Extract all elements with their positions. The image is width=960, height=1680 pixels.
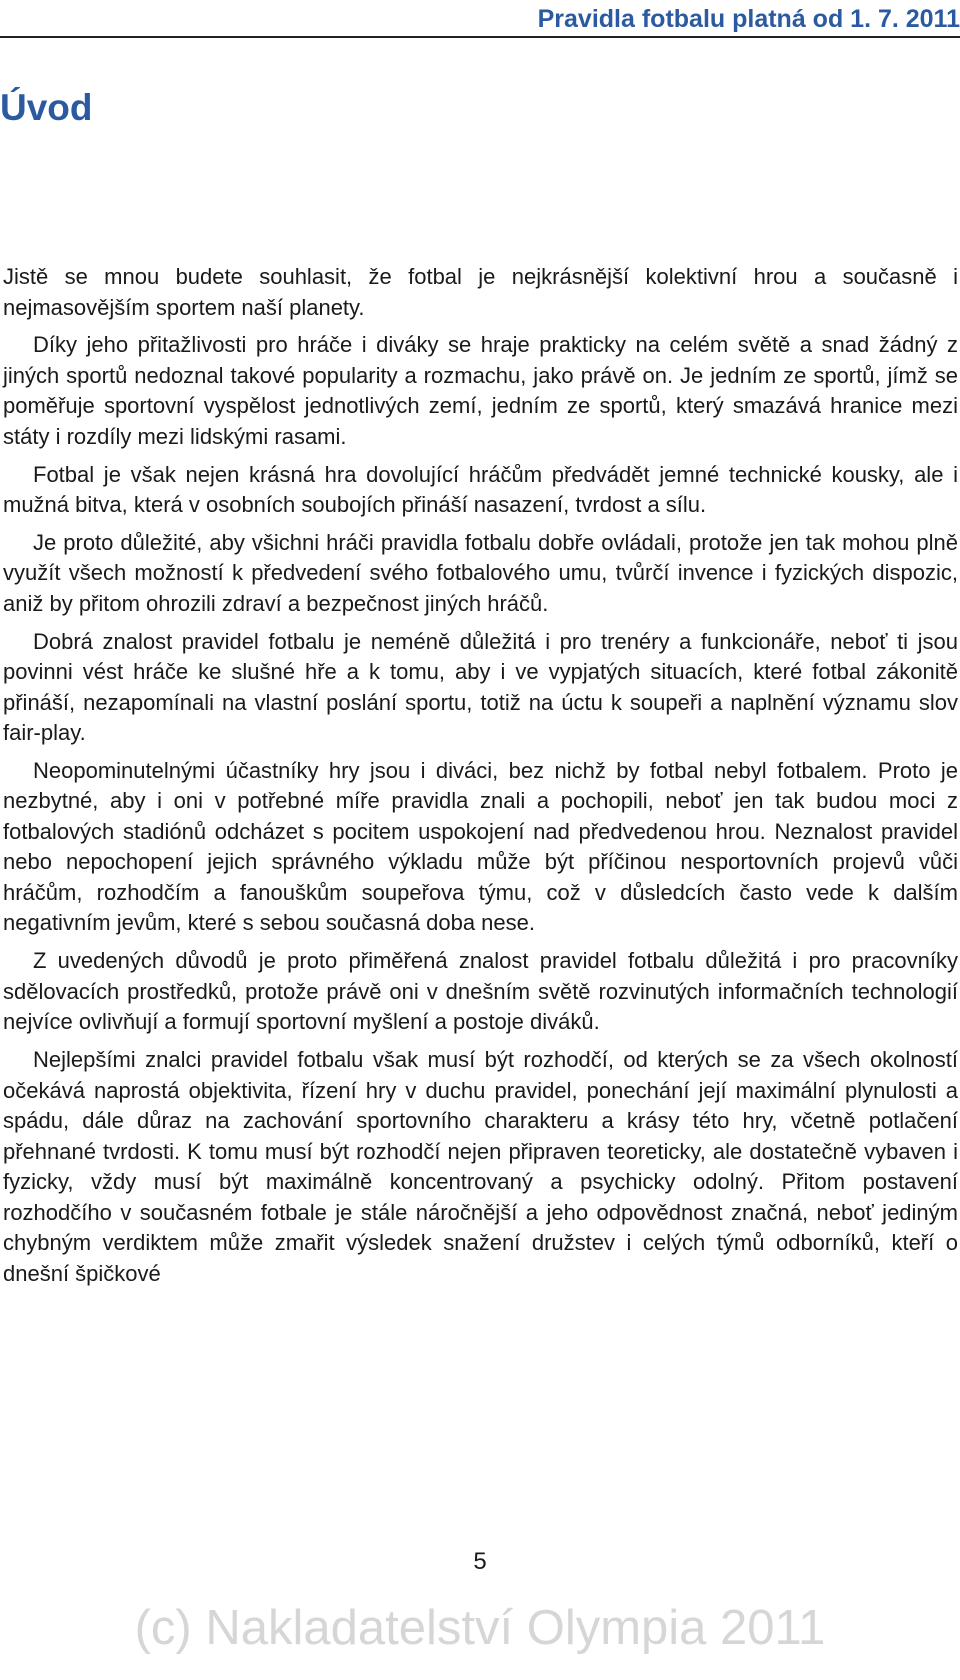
paragraph: Díky jeho přitažlivosti pro hráče i diváky se hraje prakticky na celém světě a snad žádný z jiných sportů nedoznal takové popularity a rozmachu, jako právě on. Je jedním ze sportů, jímž se poměřuje sportovní vyspělost jednotlivých zemí, jedním ze sportů, který smazává hranice mezi státy i rozdíly mezi lidskými rasami. xyxy=(3,332,958,449)
paragraph: Dobrá znalost pravidel fotbalu je neméně důležitá i pro trenéry a funkcionáře, neboť ti jsou povinni vést hráče ke slušné hře a k tomu, aby i ve vypjatých situacích, které fotbal zákonitě přináší, nezapomínali na vlastní poslání sportu, totiž na úctu k soupeři a naplnění významu slov fair-play. xyxy=(3,628,958,746)
paragraph: Z uvedených důvodů je proto přiměřená znalost pravidel fotbalu důležitá i pro pracovníky sdělovacích prostředků, protože právě oni v dnešním světě rozvinutých informačních technologií nejvíce ovlivňují a formují sportovní myšlení a postoje diváků. xyxy=(3,948,958,1035)
paragraph: Je proto důležité, aby všichni hráči pravidla fotbalu dobře ovládali, protože jen tak mohou plně využít všech možností k předvedení svého fotbalového umu, tvůrčí invence i fyzických dispozic, aniž by přitom ohrozili zdraví a bezpečnost jiných hráčů. xyxy=(3,529,958,616)
copyright-watermark: (c) Nakladatelství Olympia 2011 xyxy=(134,1601,826,1655)
section-title: Úvod xyxy=(0,87,93,128)
paragraph: Nejlepšími znalci pravidel fotbalu však musí být rozhodčí, od kterých se za všech okolností očekává naprostá objektivita, řízení hry v duchu pravidel, ponechání její maximální plynulosti a spádu, dále důraz na zachování sportovního charakteru a krásy této hry, včetně potlačení přehnané tvrdosti. K tomu musí být rozhodčí nejen připraven teoreticky, ale dostatečně vybaven i fyzicky, vždy musí být maximálně koncentrovaný a psychicky odolný. Přitom postavení rozhodčího v současném fotbale je stále náročnější a jeho odpovědnost značná, neboť jediným chybným verdiktem může zmařit výsledek snažení družstev i celých týmů odborníků, kteří o dnešní špičkové xyxy=(3,1047,958,1286)
body-text xyxy=(3,262,958,1296)
running-header: Pravidla fotbalu platná od 1. 7. 2011 xyxy=(537,5,960,33)
paragraph: Fotbal je však nejen krásná hra dovolující hráčům předvádět jemné technické kousky, ale i mužná bitva, která v osobních soubojích přináší nasazení, tvrdost a sílu. xyxy=(3,461,958,518)
paragraph: Neopominutelnými účastníky hry jsou i diváci, bez nichž by fotbal nebyl fotbalem. Proto je nezbytné, aby i oni v potřebné míře pravidla znali a pochopili, neboť jen tak budou moci z fotbalových stadiónů odcházet s pocitem uspokojení nad předvedenou hrou. Neznalost pravidel nebo nepochopení jejich správného výkladu může být příčinou nesportovních projevů vůči hráčům, rozhodčím a fanouškům soupeřova týmu, což v důsledcích často vede k dalším negativním jevům, které s sebou současná doba nese. xyxy=(3,757,958,936)
header-rule xyxy=(0,36,960,38)
page-number: 5 xyxy=(473,1548,487,1575)
paragraph: Jistě se mnou budete souhlasit, že fotbal je nejkrásnější kolektivní hrou a současně i nejmasovějším sportem naší planety. xyxy=(3,264,958,320)
